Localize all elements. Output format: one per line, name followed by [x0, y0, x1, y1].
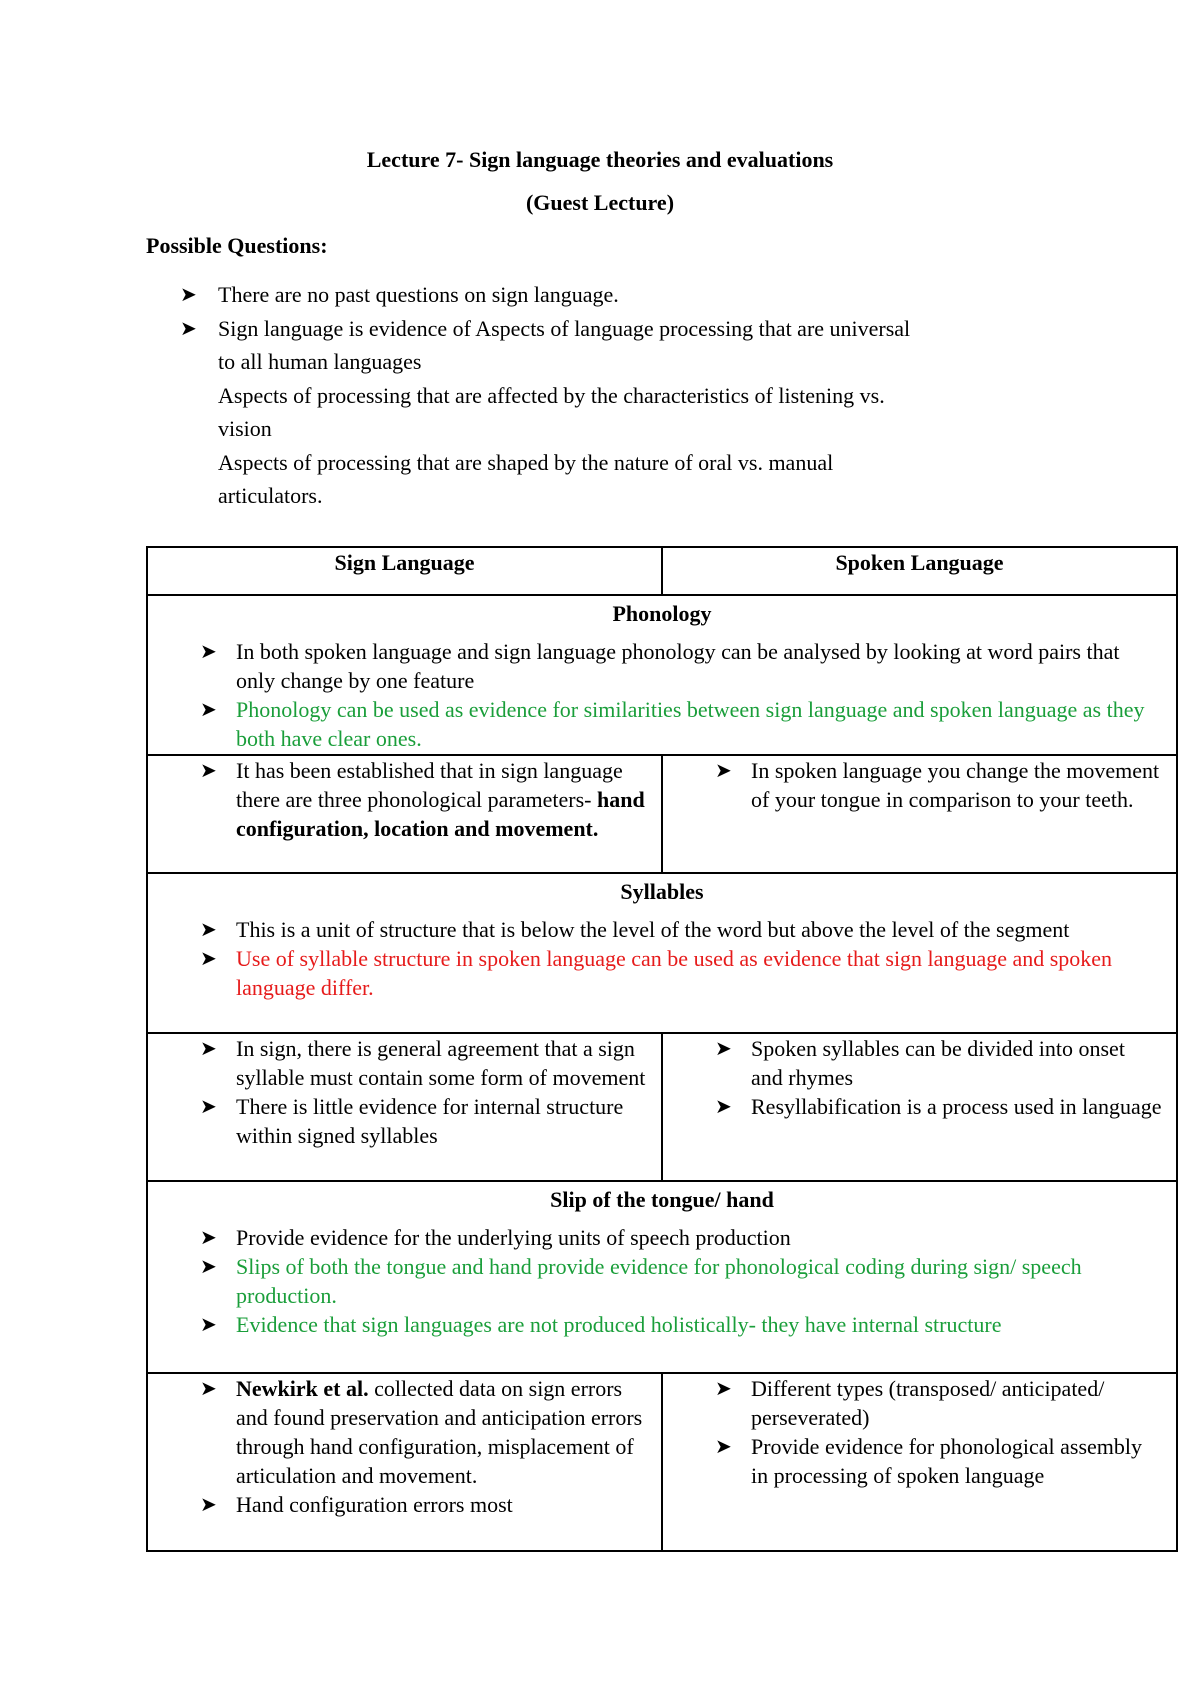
intro-bullet-2-line-1: Sign language is evidence of Aspects of language processing that are universal: [218, 315, 911, 341]
list-item: ➤ Evidence that sign languages are not produced holistically- they have internal structure: [200, 1312, 1002, 1337]
list-item: [180, 278, 1080, 312]
table-row: [147, 1373, 1177, 1551]
arrow-bullet-icon: ➤: [715, 1434, 732, 1458]
list-item: ➤ Spoken syllables can be divided into onset and rhymes: [715, 1036, 1125, 1090]
list-item: ➤ Phonology can be used as evidence for similarities between sign language and spoken language as they both have clear ones.: [200, 697, 1145, 751]
comparison-table: [146, 546, 1178, 1552]
table-header-row: [147, 547, 1177, 595]
list-item: ➤ Resyllabification is a process used in language: [715, 1094, 1162, 1119]
possible-questions-label: Possible Questions:: [146, 233, 328, 258]
intro-line-3: Aspects of processing that are affected by the characteristics of listening vs.: [218, 382, 885, 408]
list-item: ➤ Slips of both the tongue and hand provide evidence for phonological coding during sign/ speech production.: [200, 1254, 1082, 1308]
intro-line-4: vision: [218, 416, 272, 441]
table-row: [147, 595, 1177, 755]
arrow-bullet-icon: ➤: [715, 1094, 732, 1118]
arrow-bullet-icon: ➤: [715, 1036, 732, 1060]
syllables-section: [147, 873, 1177, 1033]
arrow-bullet-icon: ➤: [200, 697, 217, 721]
intro-list: [180, 278, 1080, 513]
list-item: ➤ In both spoken language and sign language phonology can be analysed by looking at word pairs that only change by one feature: [200, 639, 1120, 693]
list-item: ➤ Newkirk et al. collected data on sign errors and found preservation and anticipation errors through hand configuration, misplacement of articulation and movement.: [200, 1376, 643, 1488]
slip-sign-cell: [147, 1373, 662, 1551]
list-item: ➤ Provide evidence for phonological assembly in processing of spoken language: [715, 1434, 1143, 1488]
phonology-section: [147, 595, 1177, 755]
list-item: ➤ Provide evidence for the underlying units of speech production: [200, 1225, 791, 1250]
list-item: ➤ It has been established that in sign language there are three phonological parameters- hand configuration, location and movement.: [200, 758, 645, 841]
list-item: ➤ Use of syllable structure in spoken language can be used as evidence that sign language and spoken language differ.: [200, 946, 1113, 1000]
phonology-spoken-cell: [662, 755, 1177, 873]
section-title-slip: Slip of the tongue/ hand: [550, 1187, 774, 1212]
section-title-phonology: Phonology: [612, 601, 712, 626]
arrow-bullet-icon: ➤: [200, 1312, 217, 1336]
intro-bullet-2-line-2: to all human languages: [218, 349, 422, 374]
table-row: [147, 1033, 1177, 1181]
slip-spoken-cell: [662, 1373, 1177, 1551]
arrow-bullet-icon: ➤: [200, 1094, 217, 1118]
arrow-bullet-icon: ➤: [200, 639, 217, 663]
arrow-bullet-icon: ➤: [200, 1225, 217, 1249]
list-item: ➤ There is little evidence for internal structure within signed syllables: [200, 1094, 624, 1148]
arrow-bullet-icon: ➤: [180, 282, 197, 306]
arrow-bullet-icon: ➤: [180, 315, 197, 340]
intro-bullet-1: There are no past questions on sign language.: [218, 282, 619, 307]
slip-section: [147, 1181, 1177, 1373]
syllables-sign-cell: [147, 1033, 662, 1181]
arrow-bullet-icon: ➤: [200, 917, 217, 941]
list-item: ➤ In spoken language you change the movement of your tongue in comparison to your teeth.: [715, 758, 1160, 812]
arrow-bullet-icon: ➤: [200, 1036, 217, 1060]
table-row: [147, 755, 1177, 873]
syllables-spoken-cell: [662, 1033, 1177, 1181]
intro-line-6: articulators.: [218, 483, 323, 508]
column-header-spoken: Spoken Language: [662, 547, 1177, 595]
arrow-bullet-icon: ➤: [200, 1254, 217, 1278]
list-item: ➤ This is a unit of structure that is below the level of the word but above the level of the segment: [200, 917, 1070, 942]
section-title-syllables: Syllables: [620, 879, 704, 904]
list-item: ➤ In sign, there is general agreement that a sign syllable must contain some form of movement: [200, 1036, 646, 1090]
list-item: ➤ Different types (transposed/ anticipated/ perseverated): [715, 1376, 1105, 1430]
table-row: [147, 1181, 1177, 1373]
arrow-bullet-icon: ➤: [200, 1492, 217, 1516]
intro-line-5: Aspects of processing that are shaped by the nature of oral vs. manual: [218, 449, 834, 475]
arrow-bullet-icon: ➤: [715, 1376, 732, 1400]
arrow-bullet-icon: ➤: [715, 758, 732, 782]
arrow-bullet-icon: ➤: [200, 1376, 217, 1400]
table-row: [147, 873, 1177, 1033]
list-item: ➤ Hand configuration errors most: [200, 1492, 513, 1517]
arrow-bullet-icon: ➤: [200, 946, 217, 970]
phonology-sign-cell: [147, 755, 662, 873]
page-subtitle: (Guest Lecture): [525, 190, 675, 215]
arrow-bullet-icon: ➤: [200, 758, 217, 782]
column-header-sign: Sign Language: [147, 547, 662, 595]
list-item: [180, 312, 1080, 346]
page-title: Lecture 7- Sign language theories and evaluations: [366, 147, 834, 172]
